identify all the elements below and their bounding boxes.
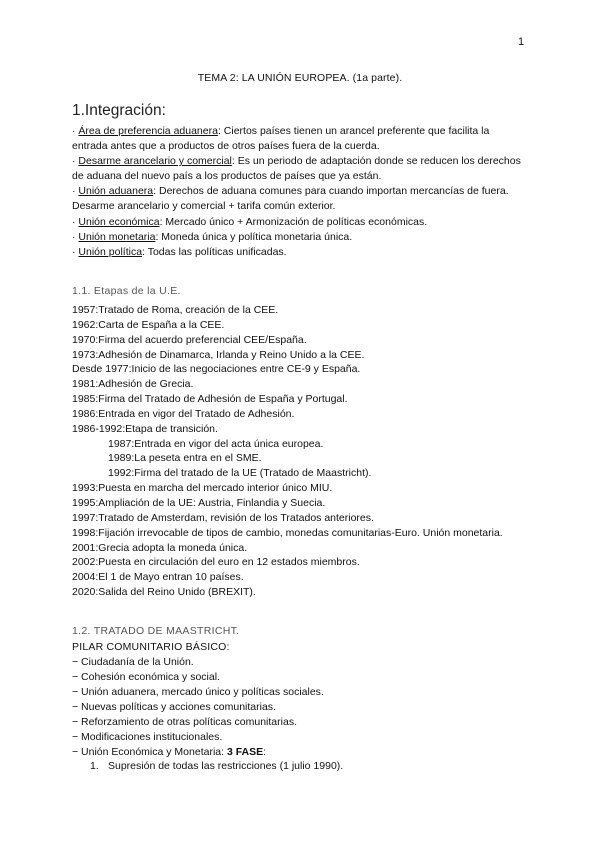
timeline-row: 1986:Entrada en vigor del Tratado de Adhesión. <box>72 407 295 420</box>
timeline-list <box>72 303 542 600</box>
pilar-item: − Ciudadanía de la Unión. <box>72 656 194 668</box>
pilar-item: − Modificaciones institucionales. <box>72 731 223 743</box>
definition-term: Unión aduanera <box>78 185 154 198</box>
timeline-row: 1973:Adhesión de Dinamarca, Irlanda y Reino Unido a la CEE. <box>72 348 365 361</box>
timeline-row: 1998:Fijación irrevocable de tipos de cambio, monedas comunitarias-Euro. Unión monetaria. <box>72 526 503 539</box>
definition-term: Área de preferencia aduanera <box>78 125 218 137</box>
definition-term: Unión monetaria <box>78 230 156 243</box>
timeline-row: 1962:Carta de España a la CEE. <box>72 318 225 331</box>
timeline-row: 2002:Puesta en circulación del euro en 12 estados miembros. <box>72 556 360 569</box>
pilar-item: − Reforzamiento de otras políticas comunitarias. <box>72 716 297 728</box>
pilar-heading: PILAR COMUNITARIO BÁSICO: <box>72 641 230 653</box>
timeline-row: 1995:Ampliación de la UE: Austria, Finlandia y Suecia. <box>72 496 326 509</box>
definition-term: Unión económica <box>78 215 160 228</box>
timeline-row: 2001:Grecia adopta la moneda única. <box>72 541 248 554</box>
definition-term: Unión política <box>78 245 143 258</box>
fase-label: 3 FASE <box>226 746 264 758</box>
definition-item: · Unión monetaria: Moneda única y política monetaria única. <box>72 230 353 243</box>
definition-term: Desarme arancelario y comercial <box>78 155 232 168</box>
definition-item: · Unión económica: Mercado único + Armonización de políticas económicas. <box>72 215 428 228</box>
definition-item: · Desarme arancelario y comercial: Es un periodo de adaptación donde se reducen los derechos de aduana del nuevo país a los productos de países que ya están. <box>72 155 521 183</box>
integration-definitions <box>72 124 522 260</box>
timeline-row: 1993:Puesta en marcha del mercado interior único MIU. <box>72 482 333 495</box>
timeline-row-indented: 1992:Firma del tratado de la UE (Tratado de Maastricht). <box>108 467 372 480</box>
pilar-list <box>72 655 324 760</box>
pilar-item: − Nuevas políticas y acciones comunitarias. <box>72 701 276 713</box>
pilar-item: − Cohesión económica y social. <box>72 671 220 683</box>
subsection-heading-etapas: 1.1. Etapas de la U.E. <box>72 285 181 297</box>
page-number: 1 <box>518 36 525 48</box>
timeline-row: 1981:Adhesión de Grecia. <box>72 378 194 391</box>
timeline-row-indented: 1987:Entrada en vigor del acta única europea. <box>108 437 324 450</box>
pilar-item-uem: − Unión Económica y Monetaria: 3 FASE: <box>72 746 267 758</box>
fase-numbered-list <box>90 760 343 772</box>
definition-item: · Área de preferencia aduanera: Ciertos países tienen un arancel preferente que facilita la entrada antes que a productos de otros países fuera de la cuerda. <box>72 125 490 153</box>
section-heading-integracion: 1.Integración: <box>72 102 166 119</box>
timeline-row-indented: 1989:La peseta entra en el SME. <box>108 452 262 465</box>
timeline-row: 1985:Firma del Tratado de Adhesión de España y Portugal. <box>72 393 348 406</box>
definition-item: · Unión política: Todas las políticas unificadas. <box>72 245 287 258</box>
timeline-row: 1986-1992:Etapa de transición. <box>72 422 218 435</box>
timeline-row: 1957:Tratado de Roma, creación de la CEE. <box>72 304 279 316</box>
timeline-row: 2004:El 1 de Mayo entran 10 países. <box>72 571 244 584</box>
timeline-row: Desde 1977:Inicio de las negociaciones entre CE-9 y España. <box>72 363 361 376</box>
document-title: TEMA 2: LA UNIÓN EUROPEA. (1a parte). <box>197 72 403 84</box>
pilar-item: − Unión aduanera, mercado único y políticas sociales. <box>72 686 324 698</box>
definition-item: · Unión aduanera: Derechos de aduana comunes para cuando importan mercancías de fuera. Desarme arancelario y comercial + tarifa común exterior. <box>72 185 509 213</box>
timeline-row: 1997:Tratado de Amsterdam, revisión de los Tratados anteriores. <box>72 511 374 524</box>
list-item-text: Supresión de todas las restricciones (1 julio 1990). <box>108 760 344 772</box>
subsection-heading-maastricht: 1.2. TRATADO DE MAASTRICHT. <box>72 625 240 637</box>
timeline-row: 1970:Firma del acuerdo preferencial CEE/España. <box>72 333 307 346</box>
list-number: 1. <box>90 760 99 772</box>
timeline-row: 2020:Salida del Reino Unido (BREXIT). <box>72 586 256 599</box>
